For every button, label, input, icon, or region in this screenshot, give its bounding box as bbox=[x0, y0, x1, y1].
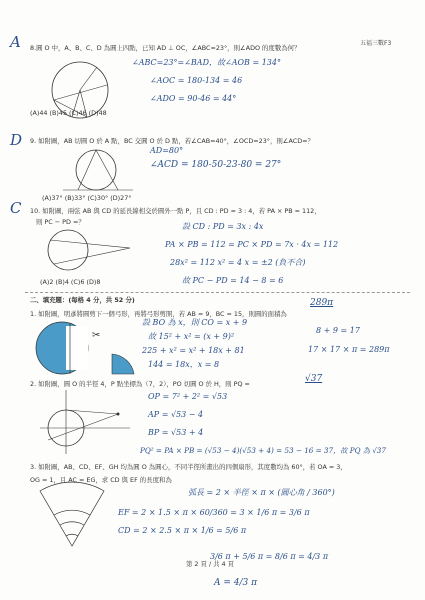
q10-work-3: 28x² = 112 x² = 4 x = ±2 (負不合) bbox=[170, 258, 306, 267]
q8-options: (A)44 (B)45 (C)46 (D)48 bbox=[30, 109, 107, 117]
q8-work-1: ∠ABC=23°=∠BAD，故∠AOB = 134° bbox=[132, 58, 281, 67]
answer-q8: A bbox=[10, 33, 21, 51]
f3-work-3: CD = 2 × 2.5 × π × 1/6 = 5/6 π bbox=[118, 526, 247, 535]
f3-sector-figure bbox=[32, 486, 112, 546]
f1-question: 1. 如附圖，明彥將圓剪下一個弓形，再將弓形剪開，若 AB = 9，BC = 15，則圓的面積為 bbox=[30, 310, 287, 318]
q9-question: 9. 如附圖，AB 切圓 O 於 A 點，BC 交圓 O 於 D 點，若∠CAB=40°，∠OCD=23°，則∠ACD=？ bbox=[30, 137, 314, 145]
f2-question: 2. 如附圖，圓 O 的半徑 4，P 點坐標為（7，2），PO 切圓 O 於 H，則 PQ = bbox=[30, 380, 250, 388]
f1-work-1: 設 BO 為 x，則 CO = x + 9 bbox=[142, 318, 248, 327]
f1-work-3: 225 + x² = x² + 18x + 81 bbox=[142, 346, 245, 355]
q10-circle-figure bbox=[40, 226, 135, 274]
f3-work-2: EF = 2 × 1.5 × π × 60/360 = 3 × 1/6 π = 3/6 π bbox=[118, 508, 310, 517]
q8-question: 8.圓 O 中，A、B、C、D 為圓上四點，已知 AD ⊥ OC，∠ABC=23°，則∠ADO 的度數為何？ bbox=[30, 44, 301, 52]
f3-work-4: 3/6 π + 5/6 π = 8/6 π = 4/3 π bbox=[210, 552, 329, 561]
q8-work-2: ∠AOC = 180-134 = 46 bbox=[150, 76, 243, 85]
answer-q10: C bbox=[10, 199, 22, 217]
header-tag: 五福三數F3 bbox=[360, 40, 392, 47]
section2-title: 二、填充題：(每格 4 分，共 52 分) bbox=[30, 296, 135, 304]
q10-work-4: 故 PC − PD = 14 − 8 = 6 bbox=[182, 276, 284, 285]
answer-q9: D bbox=[10, 131, 23, 149]
f2-work-3: BP = √53 + 4 bbox=[148, 428, 204, 437]
f1-work-5: 8 + 9 = 17 bbox=[316, 326, 360, 335]
q10-work-2: PA × PB = 112 = PC × PD = 7x · 4x = 112 bbox=[165, 240, 339, 249]
f1-work-2: 故 15² + x² = (x + 9)² bbox=[148, 332, 235, 341]
q8-work-3: ∠ADO = 90-46 = 44° bbox=[150, 94, 237, 103]
q9-circle-figure bbox=[58, 148, 138, 198]
f2-work-1: OP = 7² + 2² = √53 bbox=[148, 392, 228, 401]
q10-question: 10. 如附圖，兩弦 AB 與 CD 的延長線相交於圓外一點 P，且 CD : PD = 3 : 4，若 PA × PB = 112， bbox=[30, 207, 321, 215]
f3-question-line2: OG = 1，且 AC = EG，求 CD 與 EF 的長度和為 bbox=[30, 476, 172, 484]
q10-work-1: 設 CD : PD = 3x : 4x bbox=[182, 222, 264, 231]
f1-circle-figure bbox=[30, 318, 140, 376]
f1-answer: 289π bbox=[310, 298, 334, 308]
f3-question: 3. 如附圖，AB、CD、EF、GH 均為圓 O 為圓心，不同半徑所畫出的四個扇形，其度數均為 60°，若 OA = 3， bbox=[30, 463, 347, 471]
q10-question-line2: 則 PC − PD =？ bbox=[36, 218, 85, 226]
q9-options: (A)37° (B)33° (C)30° (D)27° bbox=[42, 194, 132, 202]
f3-answer: A = 4/3 π bbox=[214, 578, 258, 588]
q9-work-2: ∠ACD = 180-50-23-80 = 27° bbox=[150, 160, 282, 170]
footer-page: 第 2 頁 / 共 4 頁 bbox=[186, 560, 235, 568]
f2-work-4: PQ² = PA × PB = (√53 − 4)(√53 + 4) = 53 − 16 = 37，故 PQ 為 √37 bbox=[140, 446, 386, 455]
f3-work-1: 弧長 = 2 × 半徑 × π × (圓心角 / 360°) bbox=[188, 488, 335, 497]
svg-text:✂: ✂ bbox=[92, 330, 101, 341]
q9-work-1: AD=80° bbox=[150, 146, 184, 155]
f2-coordinate-figure bbox=[40, 390, 135, 455]
section-divider bbox=[25, 292, 410, 293]
q10-options: (A)2 (B)4 (C)6 (D)8 bbox=[40, 278, 101, 286]
f1-work-4: 144 = 18x，x = 8 bbox=[148, 360, 220, 369]
f2-answer: √37 bbox=[305, 374, 323, 384]
f2-work-2: AP = √53 − 4 bbox=[148, 410, 204, 419]
f1-work-6: 17 × 17 × π = 289π bbox=[308, 345, 390, 354]
